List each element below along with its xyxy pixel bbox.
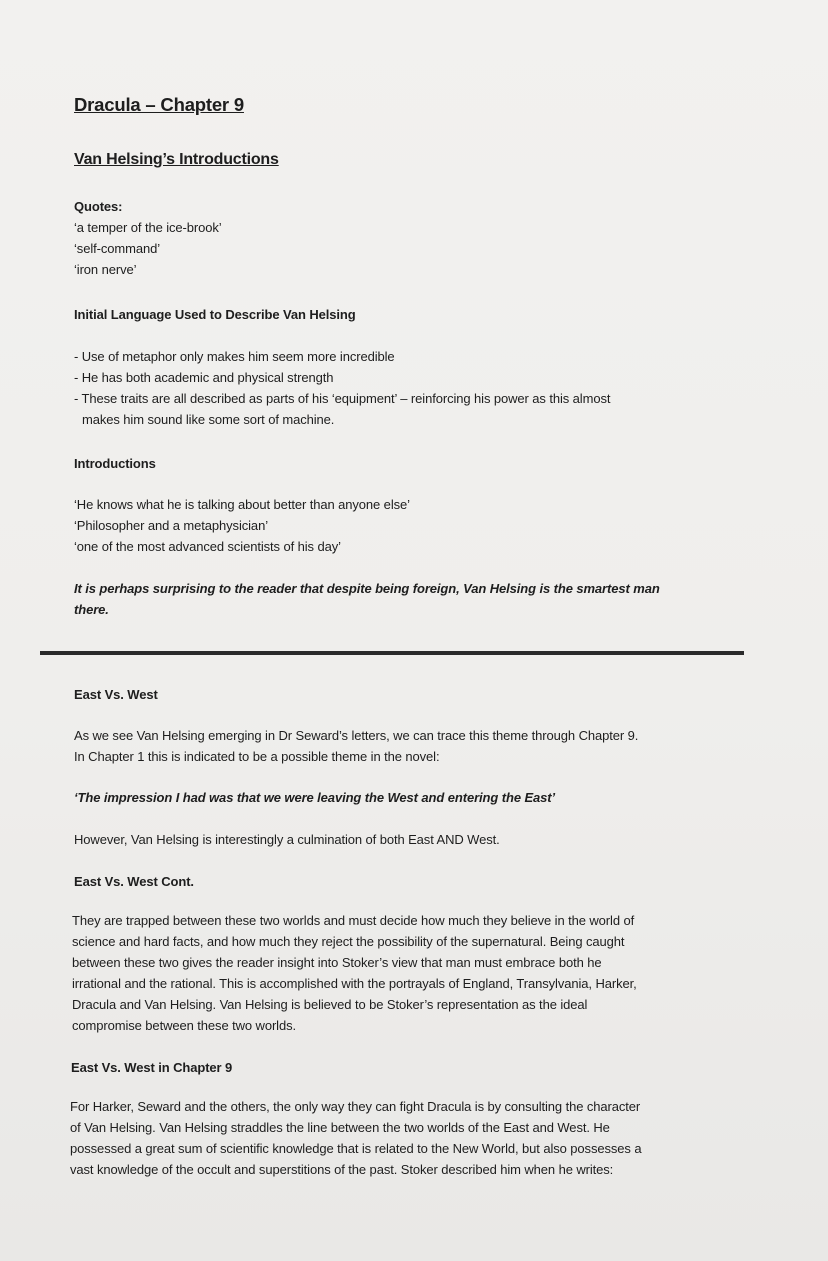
east-west-ch9-heading-block: [71, 1057, 232, 1078]
east-west-quote: ‘The impression I had was that we were leaving the West and entering the East’: [74, 790, 556, 805]
bullet-item: - He has both academic and physical strength: [74, 370, 334, 385]
quote-item: ‘iron nerve’: [74, 262, 137, 277]
east-west-ch9-heading: East Vs. West in Chapter 9: [71, 1060, 233, 1075]
paragraph-line: science and hard facts, and how much they reject the possibility of the supernatural. Being caught: [72, 934, 625, 949]
introductions-quotes: [74, 494, 410, 557]
east-west-cont-heading: East Vs. West Cont.: [74, 874, 194, 889]
quote-item: ‘self-command’: [74, 241, 161, 256]
east-west-culmination: However, Van Helsing is interestingly a culmination of both East AND West.: [74, 832, 500, 847]
quotes-heading: Quotes:: [74, 199, 123, 214]
introduction-quote: ‘Philosopher and a metaphysician’: [74, 518, 268, 533]
conclusion-line: there.: [74, 602, 109, 617]
east-west-cont-paragraph: [72, 910, 637, 1036]
document-title: Dracula – Chapter 9: [74, 94, 244, 115]
section-divider: [40, 651, 744, 655]
bullet-item: - Use of metaphor only makes him seem more incredible: [74, 349, 395, 364]
east-west-heading-block: [74, 684, 158, 705]
section-subtitle: Van Helsing’s Introductions: [74, 151, 279, 168]
paragraph-line: of Van Helsing. Van Helsing straddles the line between the two worlds of the East and West. He: [70, 1120, 610, 1135]
east-west-cont-heading-block: [74, 871, 194, 892]
paragraph-line: possessed a great sum of scientific knowledge that is related to the New World, but also possesses a: [70, 1141, 642, 1156]
conclusion-line: It is perhaps surprising to the reader that despite being foreign, Van Helsing is the smartest man: [74, 581, 660, 596]
bullet-item-continued: makes him sound like some sort of machine.: [82, 412, 335, 427]
paragraph-line: compromise between these two worlds.: [72, 1018, 297, 1033]
introductions-conclusion: [74, 578, 660, 620]
east-west-ch9-paragraph: [70, 1096, 641, 1180]
introduction-quote: ‘He knows what he is talking about better than anyone else’: [74, 497, 410, 512]
quote-item: ‘a temper of the ice-brook’: [74, 220, 222, 235]
bullet-item: - These traits are all described as parts of his ‘equipment’ – reinforcing his power as this almost: [74, 391, 611, 406]
paragraph-line: As we see Van Helsing emerging in Dr Seward’s letters, we can trace this theme through Chapter 9.: [74, 728, 639, 743]
east-west-paragraph: [74, 725, 638, 767]
quotes-section: [74, 196, 222, 280]
paragraph-line: They are trapped between these two worlds and must decide how much they believe in the world of: [72, 913, 635, 928]
initial-language-heading-block: [74, 304, 356, 325]
east-west-quote-block: [74, 787, 555, 808]
east-west-culmination-block: [74, 829, 500, 850]
introduction-quote: ‘one of the most advanced scientists of his day’: [74, 539, 341, 554]
paragraph-line: irrational and the rational. This is accomplished with the portrayals of England, Transylvania, Harker,: [72, 976, 637, 991]
introductions-heading: Introductions: [74, 456, 156, 471]
east-west-heading: East Vs. West: [74, 687, 158, 702]
initial-language-heading: Initial Language Used to Describe Van Helsing: [74, 307, 356, 322]
paragraph-line: Dracula and Van Helsing. Van Helsing is believed to be Stoker’s representation as the ideal: [72, 997, 588, 1012]
paragraph-line: between these two gives the reader insight into Stoker’s view that man must embrace both he: [72, 955, 602, 970]
introductions-heading-block: [74, 453, 156, 474]
paragraph-line: For Harker, Seward and the others, the only way they can fight Dracula is by consulting the character: [70, 1099, 641, 1114]
paragraph-line: vast knowledge of the occult and superstitions of the past. Stoker described him when he writes:: [70, 1162, 614, 1177]
paragraph-line: In Chapter 1 this is indicated to be a possible theme in the novel:: [74, 749, 440, 764]
initial-language-bullets: [74, 346, 610, 430]
